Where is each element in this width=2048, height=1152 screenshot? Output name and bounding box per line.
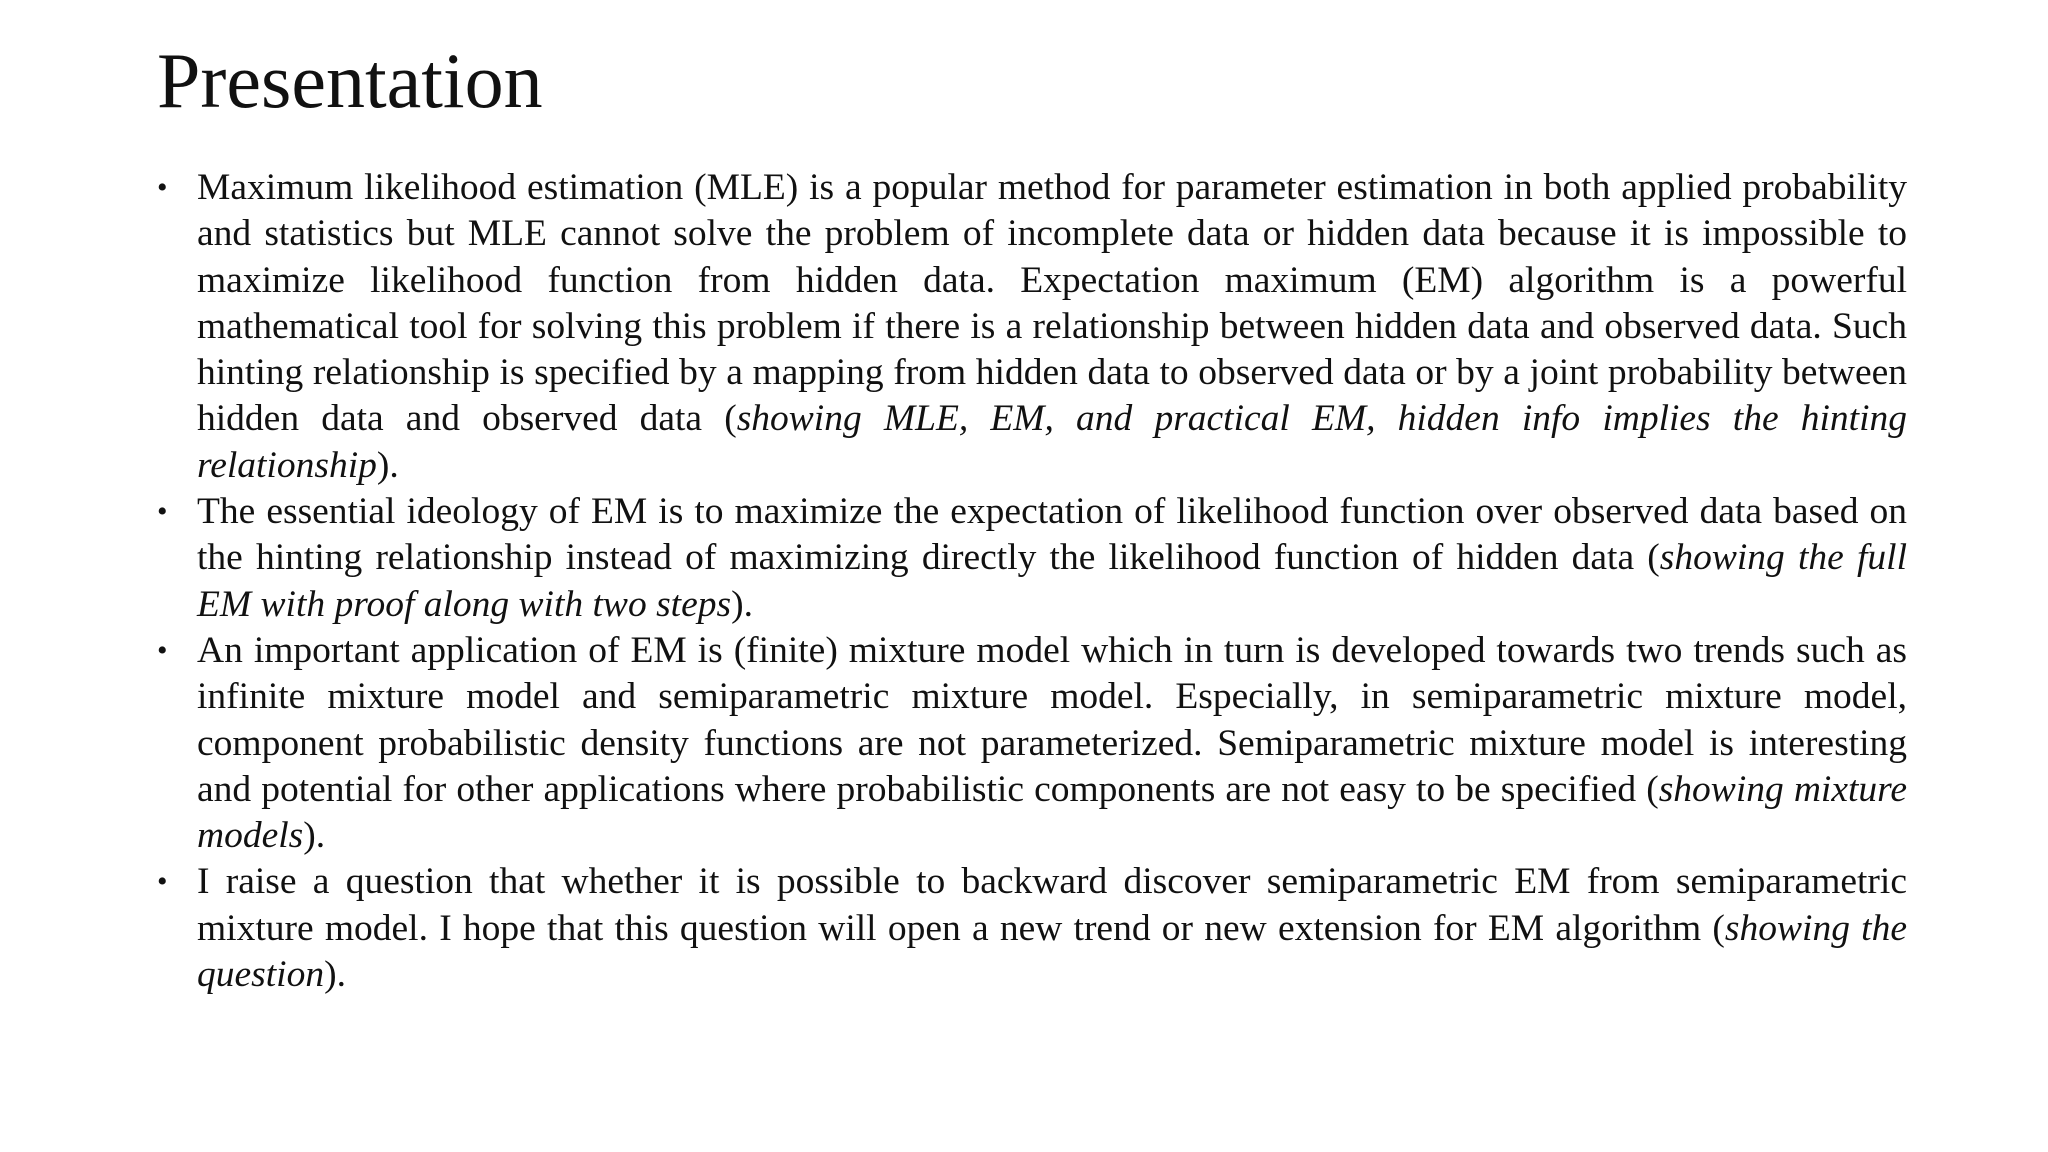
bullet-end: ).: [731, 583, 753, 625]
bullet-text: I raise a question that whether it is possible to backward discover semiparametric EM from semiparametric mixture model. I hope that this question will open a new trend or new extension for EM algorithm (: [197, 861, 1907, 949]
bullet-text: The essential ideology of EM is to maximize the expectation of likelihood function over observed data based on the hinting relationship instead of maximizing directly the likelihood function of hidden data (: [197, 491, 1907, 579]
bullet-text: An important application of EM is (finite) mixture model which in turn is developed towards two trends such as infinite mixture model and semiparametric mixture model. Especially, in semiparametric mixture model, component probabilistic density functions are not parameterized. Semiparametric mixture model is interesting and potential for other applications where probabilistic components are not easy to be specified (: [197, 629, 1907, 810]
bullet-list: [157, 165, 1907, 998]
bullet-italic-note: showing the question: [197, 907, 1907, 996]
slide-title: Presentation: [157, 37, 543, 124]
bullet-icon: •: [157, 171, 168, 204]
bullet-icon: •: [157, 495, 168, 529]
bullet-icon: •: [157, 865, 168, 899]
bullet-italic-note: showing MLE, EM, and practical EM, hidden info implies the hinting relationship: [197, 398, 1908, 486]
bullet-end: ).: [303, 815, 326, 857]
bullet-italic-note: showing the full EM with proof along with two steps: [197, 537, 1907, 625]
bullet-text: Maximum likelihood estimation (MLE) is a popular method for parameter estimation in both applied probability and statistics but MLE cannot solve the problem of incomplete data or hidden data because it is impossible to maximize likelihood function from hidden data. Expectation maximum (EM) algorithm is a powerful mathematical tool for solving this problem if there is a relationship between hidden data and observed data. Such hinting relationship is specified by a mapping from hidden data to observed data or by a joint probability between hidden data and observed data (: [197, 167, 1907, 440]
bullet-item-question: [157, 859, 1907, 998]
bullet-item-em-ideology: [157, 489, 1907, 628]
bullet-item-mle: [157, 165, 1907, 489]
bullet-italic-note: showing mixture models: [197, 768, 1907, 857]
bullet-icon: •: [157, 633, 168, 667]
bullet-end: ).: [324, 954, 346, 996]
bullet-item-mixture-model: [157, 628, 1907, 859]
bullet-end: ).: [376, 444, 399, 486]
